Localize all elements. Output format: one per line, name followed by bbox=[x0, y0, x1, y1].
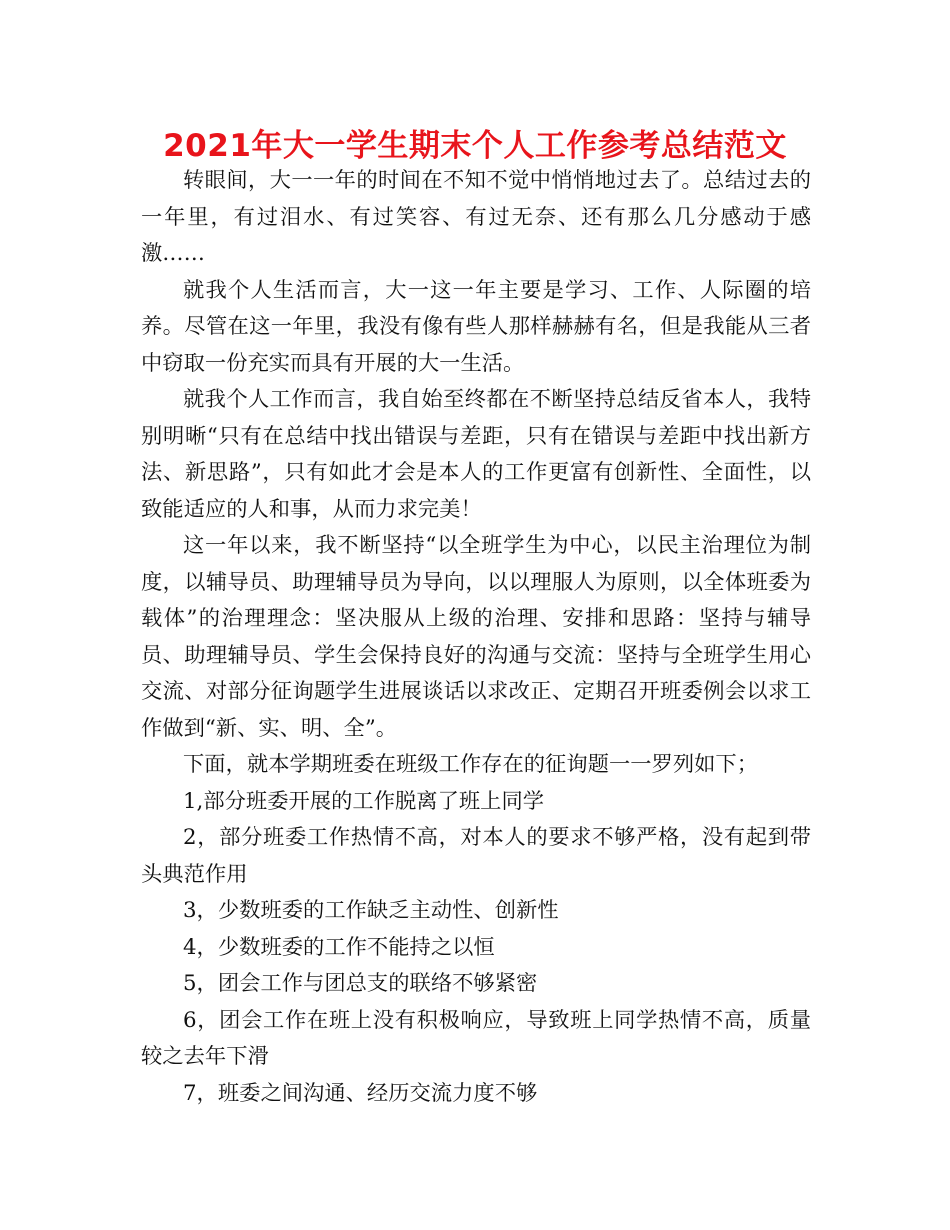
list-item-problem-7: 7，班委之间沟通、经历交流力度不够 bbox=[183, 1080, 538, 1106]
document-body bbox=[141, 163, 811, 1112]
list-item-problem-4: 4，少数班委的工作不能持之以恒 bbox=[183, 934, 495, 960]
list-item-problem-1: 1,部分班委开展的工作脱离了班上同学 bbox=[183, 788, 545, 814]
document-title: 2021年大一学生期末个人工作参考总结范文 bbox=[163, 128, 787, 164]
list-item-problem-5: 5，团会工作与团总支的联络不够紧密 bbox=[183, 971, 538, 996]
list-item-problem-2: 2，部分班委工作热情不高，对本人的要求不够严格，没有起到带头典范作用 bbox=[141, 825, 811, 887]
paragraph-personal-work: 就我个人工作而言，我自始至终都在不断坚持总结反省本人，我特别明晰“只有在总结中找出错误与差距，只有在错误与差距中找出新方法、新思路”，只有如此才会是本人的工作更富有创新性、全面性，以致能适应的人和事，从而力求完美！ bbox=[141, 387, 811, 522]
paragraph-personal-life: 就我个人生活而言，大一这一年主要是学习、工作、人际圈的培养。尽管在这一年里，我没有像有些人那样赫赫有名，但是我能从三者中窃取一份充实而具有开展的大一生活。 bbox=[141, 277, 811, 376]
list-item-problem-3: 3，少数班委的工作缺乏主动性、创新性 bbox=[183, 898, 559, 923]
paragraph-problems-intro: 下面，就本学期班委在班级工作存在的征询题一一罗列如下； bbox=[183, 752, 759, 777]
list-item-problem-6: 6，团会工作在班上没有积极响应，导致班上同学热情不高，质量较之去年下滑 bbox=[141, 1007, 811, 1069]
paragraph-intro: 转眼间，大一一年的时间在不知不觉中悄悄地过去了。总结过去的一年里，有过泪水、有过笑容、有过无奈、还有那么几分感动于感激…… bbox=[141, 168, 811, 266]
paragraph-management-philosophy: 这一年以来，我不断坚持“以全班学生为中心，以民主治理位为制度，以辅导员、助理辅导员为导向，以以理服人为原则，以全体班委为载体”的治理理念：坚决服从上级的治理、安排和思路：坚持与辅导员、助理辅导员、学生会保持良好的沟通与交流：坚持与全班学生用心交流、对部分征询题学生进展谈话以求改正、定期召开班委例会以求工作做到“新、实、明、全”。 bbox=[141, 533, 811, 741]
